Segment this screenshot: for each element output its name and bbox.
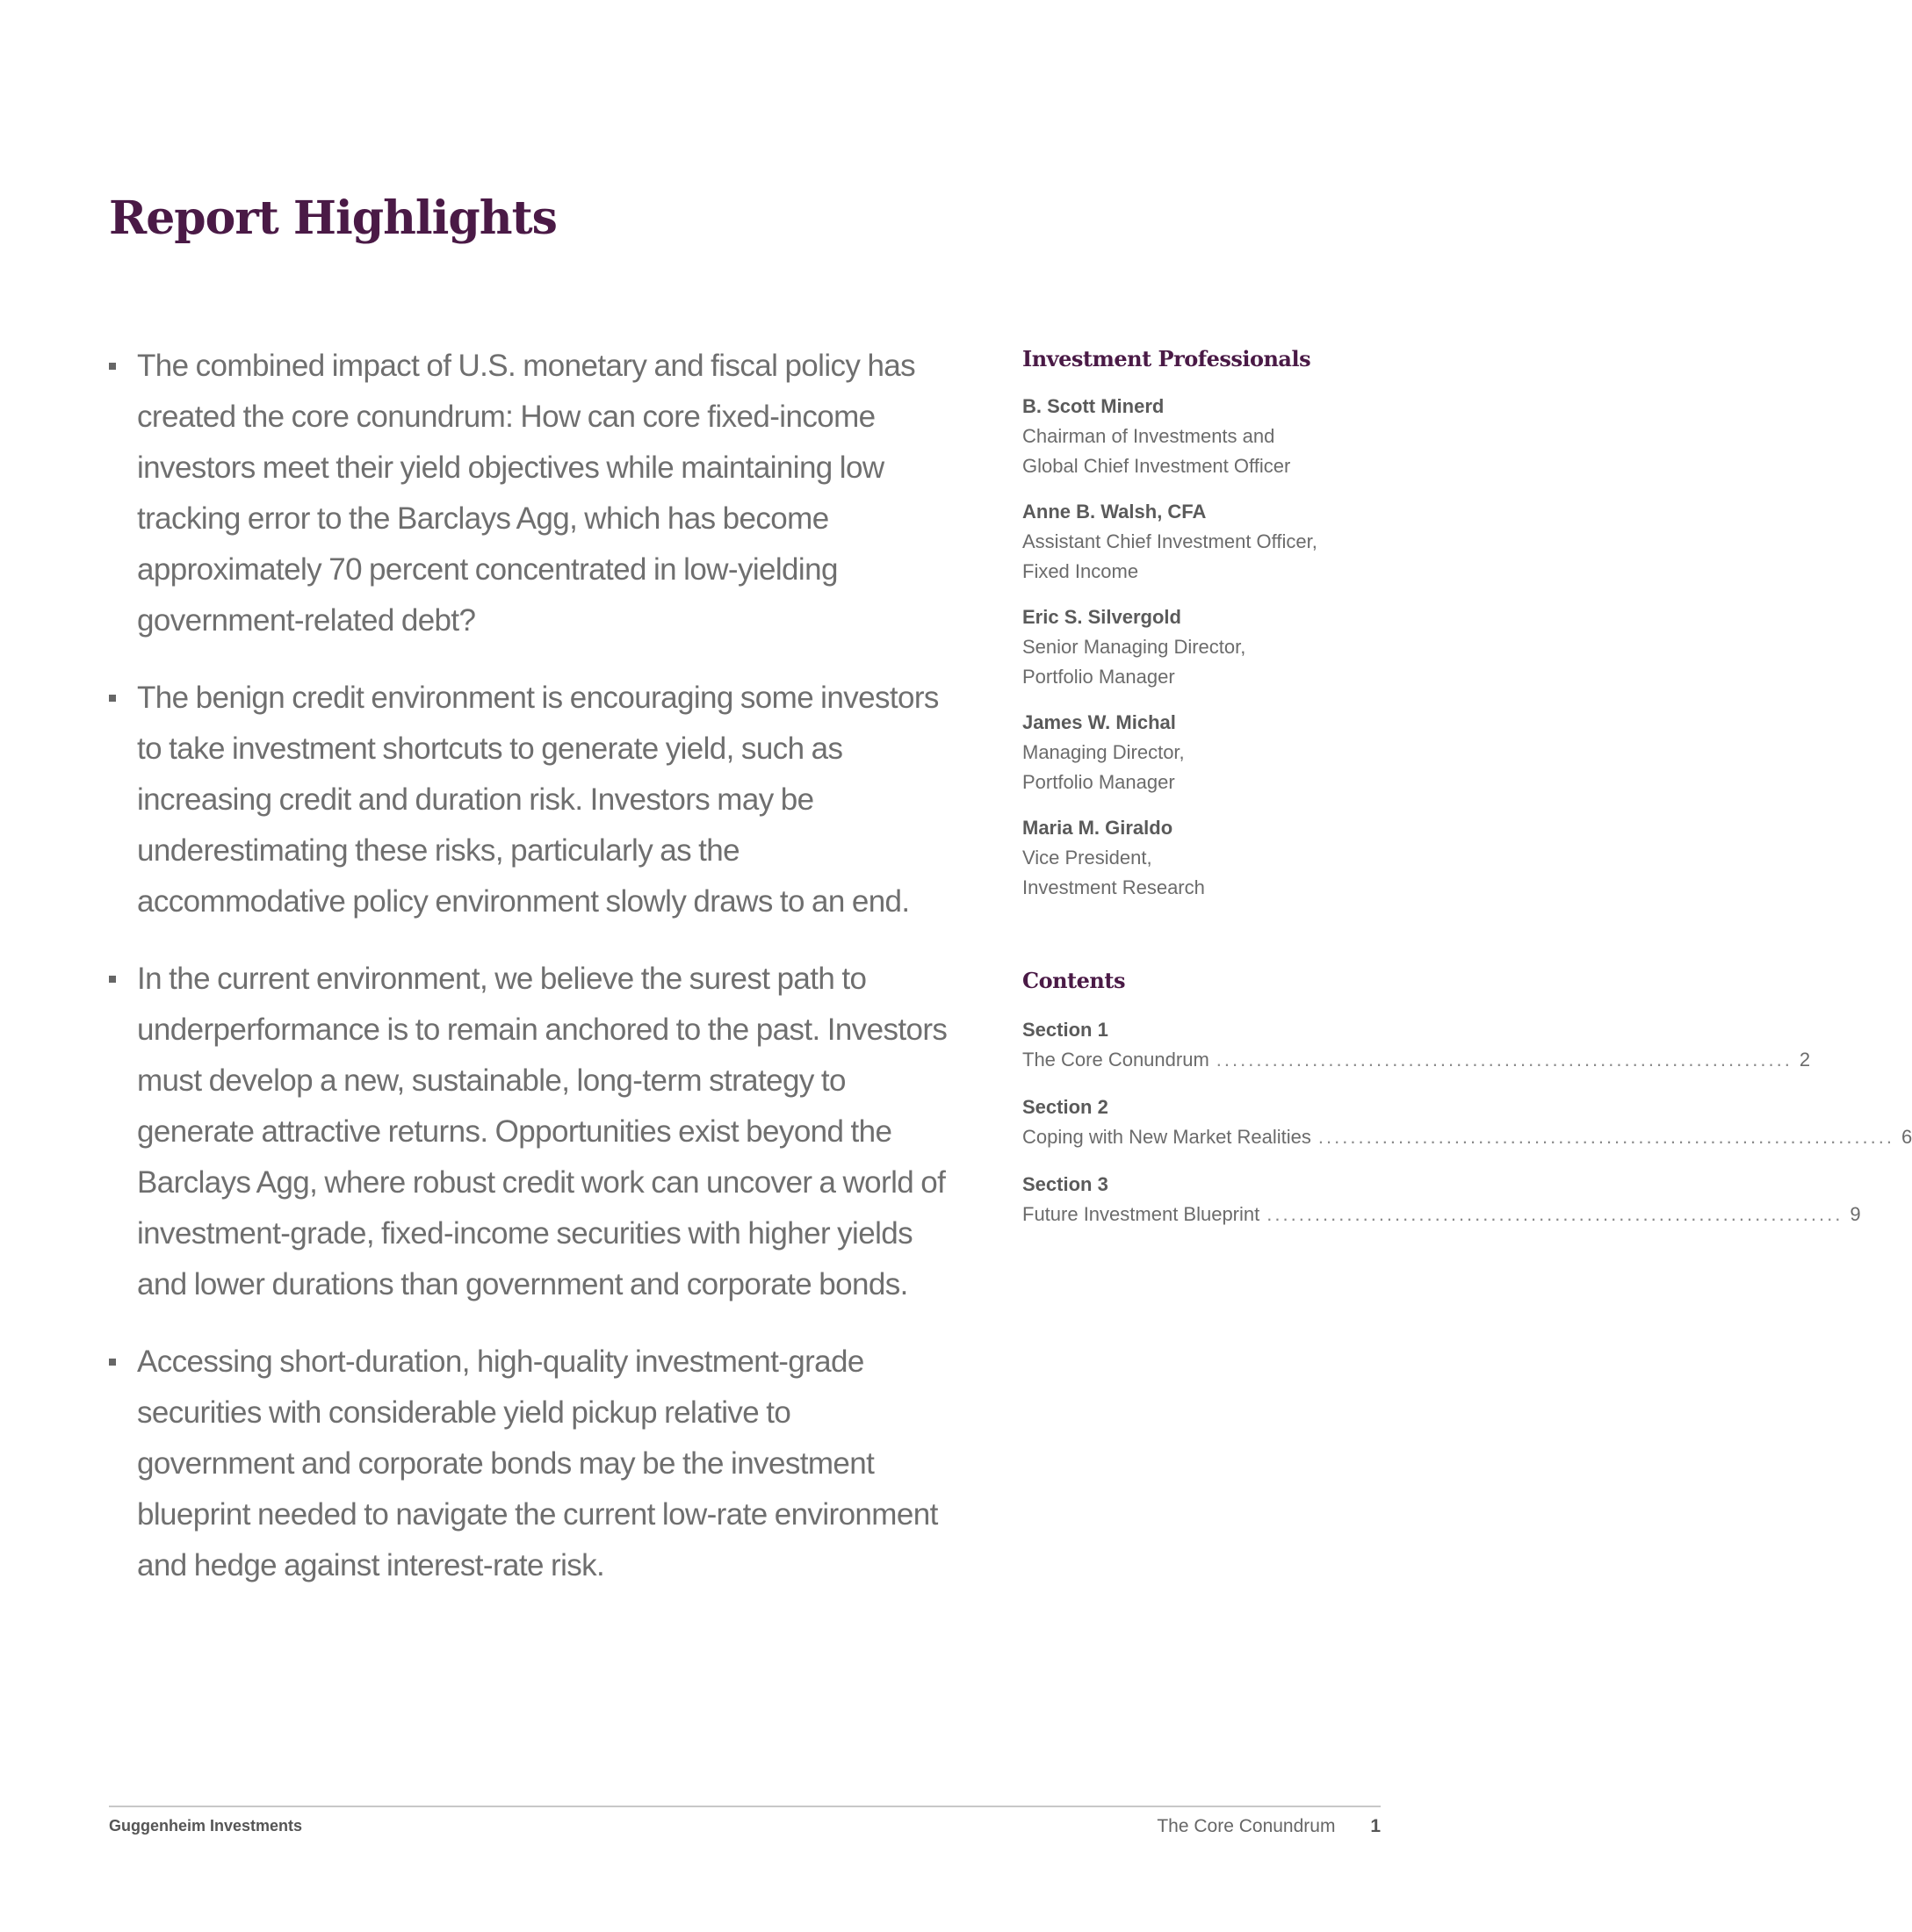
highlight-item — [109, 1337, 952, 1591]
toc-dot-leader: ........................................................................ — [1216, 1049, 1793, 1071]
table-of-contents — [1022, 1015, 1912, 1229]
toc-section-label: Section 3 — [1022, 1173, 1108, 1195]
toc-title: Future Investment Blueprint — [1022, 1203, 1260, 1225]
professional-name: Maria M. Giraldo — [1022, 817, 1173, 839]
professional-name: Anne B. Walsh, CFA — [1022, 501, 1207, 523]
professional-role: Investment Research — [1022, 876, 1205, 898]
professional-role: Global Chief Investment Officer — [1022, 455, 1291, 477]
professional-role: Portfolio Manager — [1022, 771, 1175, 793]
professional-name: James W. Michal — [1022, 711, 1176, 733]
toc-title: Coping with New Market Realities — [1022, 1126, 1311, 1148]
square-bullet-icon — [109, 976, 116, 983]
toc-entry[interactable] — [1022, 1092, 1912, 1152]
professional-entry — [1022, 392, 1391, 481]
square-bullet-icon — [109, 1359, 116, 1366]
toc-dot-leader: ........................................................................ — [1317, 1126, 1894, 1148]
highlight-text: In the current environment, we believe the surest path to underperformance is to remain anchored to the past. Investors must develop a new, sustainable, long-term strategy to generate attractive returns. Opportunities exist beyond the Barclays Agg, where robust credit work can uncover a world of investment-grade, fixed-income securities with higher yields and lower durations than government and corporate bonds. — [137, 962, 948, 1301]
professional-role: Assistant Chief Investment Officer, — [1022, 530, 1317, 552]
footer-right — [1157, 1814, 1381, 1839]
professional-role: Fixed Income — [1022, 560, 1139, 582]
toc-entry[interactable] — [1022, 1170, 1861, 1229]
footer-page-number: 1 — [1370, 1816, 1381, 1836]
footer-company: Guggenheim Investments — [109, 1817, 303, 1835]
highlight-item — [109, 673, 952, 927]
highlight-text: The benign credit environment is encouraging some investors to take investment shortcuts to generate yield, such as increasing credit and duration risk. Investors may be underestimating these risks, particularly as the accommodative policy environment slowly draws to an end. — [137, 681, 939, 919]
toc-section-label: Section 1 — [1022, 1019, 1108, 1041]
toc-title: The Core Conundrum — [1022, 1049, 1209, 1071]
toc-page-number: 6 — [1901, 1126, 1912, 1148]
professional-entry — [1022, 708, 1391, 797]
toc-line[interactable] — [1022, 1200, 1861, 1229]
professional-entry — [1022, 602, 1391, 692]
highlight-item — [109, 954, 952, 1310]
toc-line[interactable] — [1022, 1045, 1811, 1075]
toc-page-number: 9 — [1850, 1203, 1861, 1225]
square-bullet-icon — [109, 363, 116, 370]
professionals-list — [1022, 392, 1391, 903]
toc-page-number: 2 — [1799, 1049, 1811, 1071]
contents-block — [1022, 966, 1912, 1229]
professional-role: Portfolio Manager — [1022, 666, 1175, 688]
professional-entry — [1022, 497, 1391, 587]
page-title: Report Highlights — [109, 191, 557, 245]
toc-section-label: Section 2 — [1022, 1096, 1108, 1118]
professional-entry — [1022, 813, 1391, 903]
toc-entry[interactable] — [1022, 1015, 1811, 1075]
professional-name: Eric S. Silvergold — [1022, 606, 1181, 628]
professional-role: Senior Managing Director, — [1022, 636, 1246, 658]
footer-divider — [109, 1806, 1381, 1807]
professional-role: Chairman of Investments and — [1022, 425, 1275, 447]
sidebar — [1022, 344, 1912, 1247]
investment-professionals-heading: Investment Professionals — [1022, 346, 1311, 371]
highlight-text: The combined impact of U.S. monetary and fiscal policy has created the core conundrum: How can core fixed-income investors meet their yield objectives while maintaining low tracking error to the Barclays Agg, which has become approximately 70 percent concentrated in low-yielding government-related debt? — [137, 349, 916, 638]
highlight-item — [109, 341, 952, 646]
professional-role: Managing Director, — [1022, 741, 1185, 763]
highlights-list — [109, 341, 952, 1618]
professional-role: Vice President, — [1022, 847, 1152, 869]
footer-report-title: The Core Conundrum — [1157, 1816, 1336, 1836]
toc-line[interactable] — [1022, 1122, 1912, 1152]
toc-dot-leader: ........................................................................ — [1266, 1203, 1843, 1225]
square-bullet-icon — [109, 695, 116, 702]
professional-name: B. Scott Minerd — [1022, 395, 1165, 417]
highlight-text: Accessing short-duration, high-quality investment-grade securities with considerable yield pickup relative to government and corporate bonds may be the investment blueprint needed to navigate the current low-rate environment and hedge against interest-rate risk. — [137, 1344, 938, 1582]
contents-heading: Contents — [1022, 968, 1125, 993]
